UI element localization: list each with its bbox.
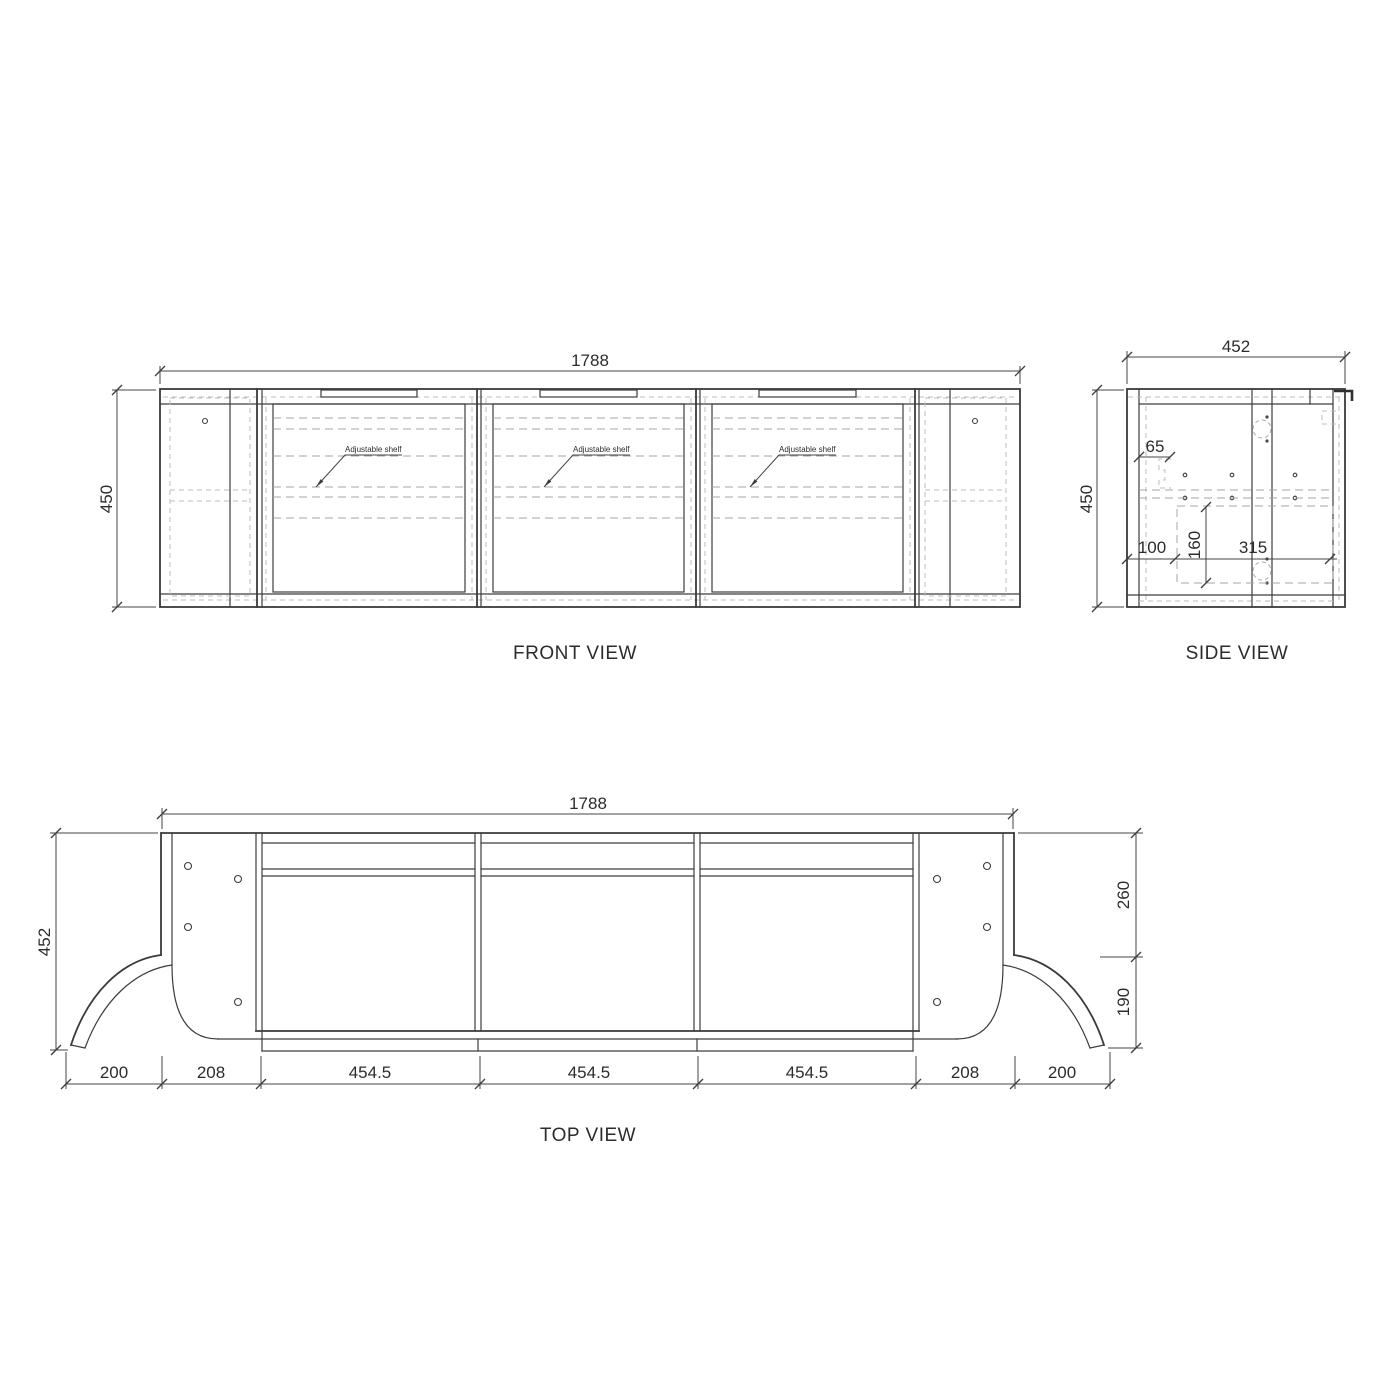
front-door-1 [266,390,472,600]
door-3-handle-groove [759,390,856,397]
hinge-cup-bottom [1253,562,1271,580]
door-1-handle-groove [321,390,417,397]
top-front-edge [218,1031,957,1051]
front-top-bottom-rails [161,397,1019,600]
side-dim-315-text: 315 [1238,538,1268,557]
front-shelf-callout-3 [750,445,836,487]
side-shelf-lines [1139,490,1333,583]
bottom-dim-454-3: 454.5 [785,1063,829,1082]
left-panel-corner-radius [172,965,218,1039]
bottom-dim-200-left: 200 [99,1063,129,1082]
top-right-dimensions [1018,828,1143,1053]
bottom-dim-200-right: 200 [1047,1063,1077,1082]
top-depth-dimension [35,828,158,1055]
side-view-title: SIDE VIEW [1185,643,1289,664]
top-view [35,794,1143,1146]
front-view [97,351,1025,664]
front-height-dimension [97,385,156,612]
front-door-2 [486,390,691,600]
right-panel-corner-radius [957,965,1003,1039]
front-door-3 [705,390,910,600]
top-width-dimension [157,794,1018,829]
front-width-dimension [155,351,1025,384]
shelf-label-3: Adjustable shelf [779,445,836,454]
top-back-rails [263,843,913,876]
front-right-fixing-hole [973,419,978,424]
top-width-dim-text: 1788 [569,794,607,813]
shelf-label-1: Adjustable shelf [345,445,402,454]
front-width-dim-text: 1788 [571,351,609,370]
front-cabinet-outline [160,389,1020,607]
hinge-cup-top [1253,420,1271,438]
front-right-end-panel [925,389,1006,607]
side-width-dimension [1122,337,1350,384]
side-dim-65-text: 65 [1145,437,1165,456]
top-dim-260-text: 260 [1114,880,1133,910]
side-height-dimension [1077,385,1124,612]
side-dim-100-text: 100 [1137,538,1167,557]
right-curved-leg-outer [1014,955,1104,1045]
top-bottom-dimension-chain [61,1052,1115,1089]
side-hanging-bracket [1159,391,1352,488]
wall-mount-hook [1334,391,1352,401]
side-dim-160-text: 160 [1185,530,1204,560]
top-view-title: TOP VIEW [539,1125,637,1146]
top-depth-dim-text: 452 [35,927,54,957]
front-shelf-callout-1 [316,445,402,487]
front-dividers [257,389,919,607]
bottom-dim-454-1: 454.5 [348,1063,392,1082]
front-left-end-panel [170,389,250,607]
top-right-end-assembly [934,833,1105,1048]
side-width-dim-text: 452 [1221,337,1251,356]
door-2-handle-groove [540,390,637,397]
top-dim-190-text: 190 [1114,987,1133,1017]
bottom-dim-208-left: 208 [196,1063,226,1082]
side-shelf-position-dimensions [1122,502,1337,588]
top-left-end-assembly [71,833,242,1048]
left-curved-leg-inner [85,965,172,1048]
front-shelf-callout-2 [544,445,630,487]
shelf-label-2: Adjustable shelf [573,445,630,454]
bottom-dim-208-right: 208 [950,1063,980,1082]
side-bracket-offset-dimension [1134,437,1175,462]
left-curved-leg-outer [71,955,161,1045]
side-view [1077,337,1352,664]
top-dividers [256,833,919,1031]
right-curved-leg-inner [1003,965,1090,1048]
front-height-dim-text: 450 [97,484,116,514]
side-shelf-pin-holes [1183,473,1297,500]
front-left-fixing-hole [203,419,208,424]
side-height-dim-text: 450 [1077,484,1096,514]
front-view-title: FRONT VIEW [513,643,637,664]
bottom-dim-454-2: 454.5 [567,1063,611,1082]
